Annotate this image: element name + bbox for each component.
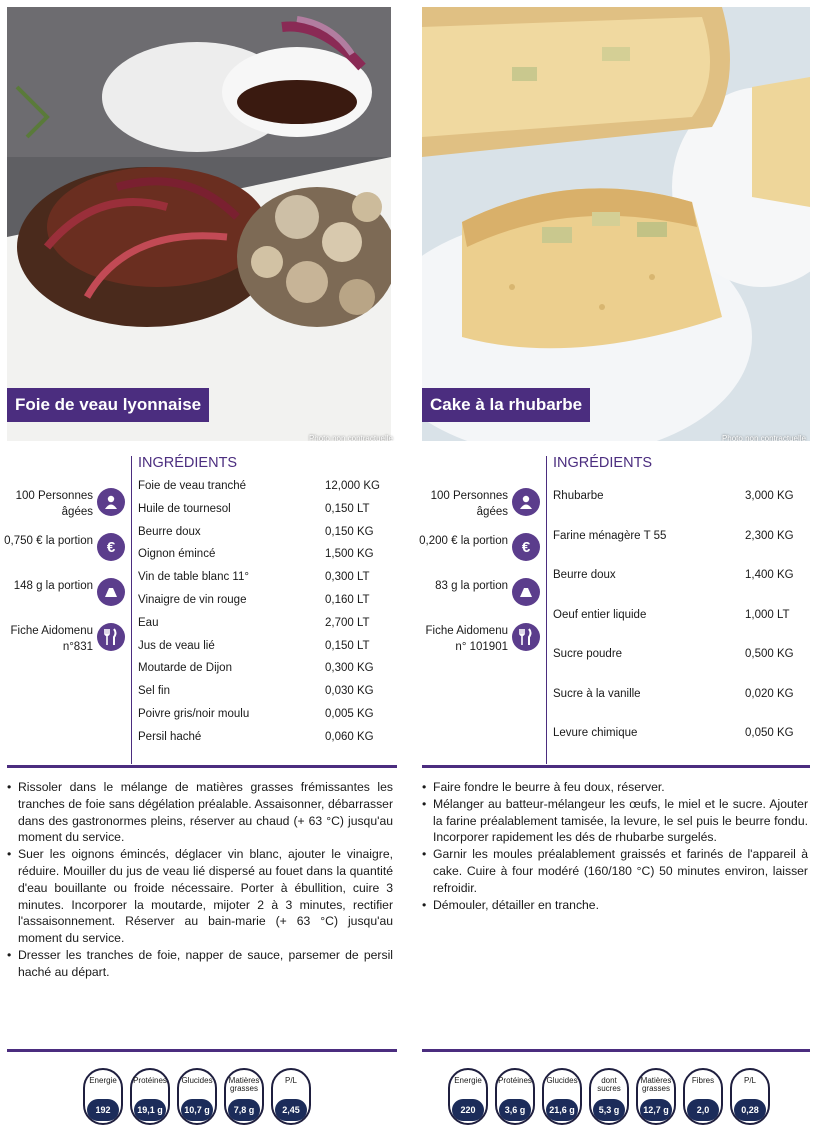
- ingredient-name: Eau: [138, 616, 159, 629]
- people-text: 100 Personnes âgées: [430, 490, 508, 518]
- ingredients-heading: INGRÉDIENTS: [138, 455, 238, 471]
- nutrition-label: Energie: [454, 1076, 482, 1085]
- portion-text: 148 g la portion: [13, 580, 93, 592]
- nutrition-value: 12,7 g: [640, 1099, 672, 1121]
- ingredient-name: Jus de veau lié: [138, 639, 215, 652]
- ingredient-qty: 0,050 KG: [745, 727, 794, 739]
- nutrition-value: 0,28: [734, 1099, 766, 1121]
- step-item: • Démouler, détailler en tranche.: [422, 897, 808, 914]
- ingredient-row: [553, 609, 805, 649]
- ingredient-row: [553, 530, 805, 570]
- ingredient-row: [138, 640, 390, 663]
- ingredient-qty: 3,000 KG: [745, 490, 794, 502]
- ingredient-row: [138, 708, 390, 731]
- ingredient-qty: 0,160 LT: [325, 593, 370, 606]
- nutrition-label: Energie: [89, 1076, 117, 1085]
- people-text: 100 Personnes âgées: [15, 490, 93, 518]
- ingredient-qty: 0,150 KG: [325, 525, 374, 538]
- section-rule: [7, 1049, 397, 1052]
- photo-disclaimer: Photo non contractuelle: [308, 434, 393, 441]
- nutrition-badge: [542, 1068, 582, 1125]
- ingredient-qty: 0,300 LT: [325, 571, 370, 584]
- step-item: • Garnir les moules préalablement graissés et farinés de l'appareil à cake. Cuire à four modéré (160/180 °C) 50 minutes environ, laisser refroidir.: [422, 846, 808, 896]
- ingredient-name: Oignon émincé: [138, 548, 216, 561]
- meta-fiche: [422, 615, 540, 660]
- ingredient-qty: 0,500 KG: [745, 648, 794, 660]
- ingredient-qty: 12,000 KG: [325, 480, 380, 492]
- section-rule: [422, 1049, 810, 1052]
- cutlery-icon: [97, 623, 125, 651]
- price-text: 0,200 € la portion: [419, 535, 508, 547]
- nutrition-label: Matières grasses: [640, 1076, 672, 1093]
- ingredient-name: Persil haché: [138, 730, 202, 743]
- preparation-steps: [7, 779, 393, 981]
- nutrition-label: Glucides: [181, 1076, 213, 1085]
- ingredient-row: [138, 685, 390, 708]
- meta-portion: [422, 570, 540, 615]
- step-item: • Rissoler dans le mélange de matières grasses frémissantes les tranches de foie sans dégélation préalable. Assaisonner, débarrasser dans des gastronormes pleins, réserver au chaud (+ 63 °C) jusqu'au moment du service.: [7, 779, 393, 846]
- recipe-card-cake: [419, 0, 810, 1142]
- ingredient-name: Moutarde de Dijon: [138, 662, 232, 675]
- nutrition-value: 2,0: [687, 1099, 719, 1121]
- ingredient-row: [138, 548, 390, 571]
- ingredient-name: Sucre à la vanille: [553, 687, 641, 700]
- recipe-title: Cake à la rhubarbe: [422, 388, 590, 422]
- ingredient-name: Beurre doux: [553, 569, 616, 581]
- nutrition-badge: [636, 1068, 676, 1125]
- recipe-card-liver: [4, 0, 397, 1142]
- nutrition-badge: [448, 1068, 488, 1137]
- nutrition-badge: [177, 1068, 217, 1125]
- nutrition-badge: [130, 1068, 170, 1125]
- ingredient-qty: 2,300 KG: [745, 529, 794, 542]
- nutrition-label: P/L: [743, 1076, 756, 1085]
- ingredient-row: [553, 727, 805, 767]
- ingredient-qty: 0,030 KG: [325, 685, 374, 698]
- recipe-title: Foie de veau lyonnaise: [7, 388, 209, 422]
- meta-price: [4, 525, 125, 570]
- ingredient-name: Beurre doux: [138, 525, 201, 538]
- ingredient-qty: 1,000 LT: [745, 608, 790, 621]
- nutrition-value: 21,6 g: [546, 1099, 578, 1121]
- nutrition-value: 3,6 g: [499, 1099, 531, 1121]
- ingredient-row: [138, 662, 390, 685]
- ingredient-name: Levure chimique: [553, 727, 638, 739]
- euro-icon: €: [512, 533, 540, 561]
- recipe-photo-liver: [7, 7, 397, 441]
- nutrition-value: 5,3 g: [593, 1099, 625, 1121]
- ingredient-name: Sucre poudre: [553, 648, 623, 660]
- ingredient-qty: 0,060 KG: [325, 730, 374, 743]
- nutrition-badge: [730, 1068, 770, 1125]
- nutrition-label: Protéines: [133, 1076, 167, 1085]
- ingredient-qty: 0,020 KG: [745, 687, 794, 700]
- ingredient-row: [553, 688, 805, 728]
- ingredient-row: [138, 731, 390, 754]
- meta-fiche: [7, 615, 125, 660]
- recipe-meta: [4, 480, 125, 660]
- fiche-text: Fiche Aidomenu n° 101901: [425, 625, 508, 653]
- ingredient-name: Oeuf entier liquide: [553, 608, 647, 621]
- ingredients-list: [553, 490, 805, 767]
- euro-icon: €: [97, 533, 125, 561]
- nutrition-value: 2,45: [275, 1099, 307, 1121]
- recipe-meta: [419, 480, 540, 660]
- nutrition-badge: [224, 1068, 264, 1125]
- step-item: • Dresser les tranches de foie, napper de sauce, parsemer de persil haché au départ.: [7, 947, 393, 981]
- ingredient-name: Vin de table blanc 11°: [138, 571, 249, 584]
- person-icon: [512, 488, 540, 516]
- ingredients-divider: [131, 456, 132, 764]
- nutrition-label: dont sucres: [597, 1076, 621, 1093]
- ingredient-qty: 0,150 LT: [325, 502, 370, 515]
- step-item: • Suer les oignons émincés, déglacer vin blanc, ajouter le vinaigre, réduire. Mouiller du jus de veau lié dispersé au fouet dans la quantité d'eau bouillante ou froide nécessaire. Porter à ébullition, cuire 3 minutes. Incorporer la moutarde, mijoter 2 à 3 minutes, rectifier l'assaisonnement. Réserver au bain-marie (+ 63 °C) jusqu'au moment du service.: [7, 846, 393, 947]
- meta-people: [7, 480, 125, 525]
- ingredient-row: [553, 648, 805, 688]
- cutlery-icon: [512, 623, 540, 651]
- ingredient-row: [138, 480, 390, 503]
- section-rule: [422, 765, 810, 768]
- nutrition-badge: [83, 1068, 123, 1137]
- nutrition-badge: [495, 1068, 535, 1125]
- nutrition-value: 220 kcal: [452, 1099, 484, 1121]
- portion-text: 83 g la portion: [435, 580, 508, 592]
- step-item: • Faire fondre le beurre à feu doux, réserver.: [422, 779, 808, 796]
- nutrition-value: 10,7 g: [181, 1099, 213, 1121]
- meta-price: [419, 525, 540, 570]
- preparation-steps: [422, 779, 808, 913]
- nutrition-label: Protéines: [498, 1076, 532, 1085]
- ingredient-qty: 0,005 KG: [325, 707, 374, 720]
- ingredients-heading: INGRÉDIENTS: [553, 455, 653, 471]
- meta-portion: [7, 570, 125, 615]
- nutrition-badge: [683, 1068, 723, 1125]
- ingredient-row: [553, 490, 805, 530]
- ingredient-qty: 1,500 KG: [325, 548, 374, 561]
- nutrition-label: Matières grasses: [228, 1076, 260, 1093]
- nutrition-badges: [448, 1068, 777, 1137]
- nutrition-badges: [83, 1068, 318, 1137]
- nutrition-label: Glucides: [546, 1076, 578, 1085]
- ingredient-row: [138, 594, 390, 617]
- ingredient-row: [138, 526, 390, 549]
- nutrition-label: P/L: [284, 1076, 297, 1085]
- price-text: 0,750 € la portion: [4, 535, 93, 547]
- step-item: • Mélanger au batteur-mélangeur les œufs, le miel et le sucre. Ajouter la farine préalablement tamisée, la levure, le sel puis le beurre fondu. Incorporer rapidement les dés de rhubarbe surgelés.: [422, 796, 808, 846]
- nutrition-badge: [271, 1068, 311, 1125]
- person-icon: [97, 488, 125, 516]
- ingredient-qty: 1,400 KG: [745, 569, 794, 581]
- fiche-text: Fiche Aidomenu n°831: [10, 625, 93, 653]
- recipe-photo-cake: [422, 7, 810, 441]
- portion-icon: [97, 578, 125, 606]
- ingredient-name: Foie de veau tranché: [138, 480, 247, 492]
- ingredient-row: [138, 617, 390, 640]
- nutrition-value: 7,8 g: [228, 1099, 260, 1121]
- portion-icon: [512, 578, 540, 606]
- nutrition-value: 19,1 g: [134, 1099, 166, 1121]
- ingredient-name: Vinaigre de vin rouge: [138, 593, 247, 606]
- nutrition-label: Fibres: [691, 1076, 715, 1085]
- ingredient-name: Rhubarbe: [553, 490, 604, 502]
- ingredient-name: Huile de tournesol: [138, 502, 231, 515]
- ingredients-list: [138, 480, 390, 754]
- nutrition-value: 192 kcal: [87, 1099, 119, 1121]
- ingredient-row: [138, 503, 390, 526]
- ingredient-row: [553, 569, 805, 609]
- ingredient-qty: 2,700 LT: [325, 616, 370, 629]
- ingredient-qty: 0,150 LT: [325, 639, 370, 652]
- meta-people: [422, 480, 540, 525]
- ingredients-divider: [546, 456, 547, 764]
- nutrition-badge: [589, 1068, 629, 1125]
- ingredient-qty: 0,300 KG: [325, 662, 374, 675]
- ingredient-name: Farine ménagère T 55: [553, 529, 667, 542]
- ingredient-name: Sel fin: [138, 685, 170, 698]
- ingredient-name: Poivre gris/noir moulu: [138, 707, 250, 720]
- ingredient-row: [138, 571, 390, 594]
- section-rule: [7, 765, 397, 768]
- photo-disclaimer: Photo non contractuelle: [721, 434, 806, 441]
